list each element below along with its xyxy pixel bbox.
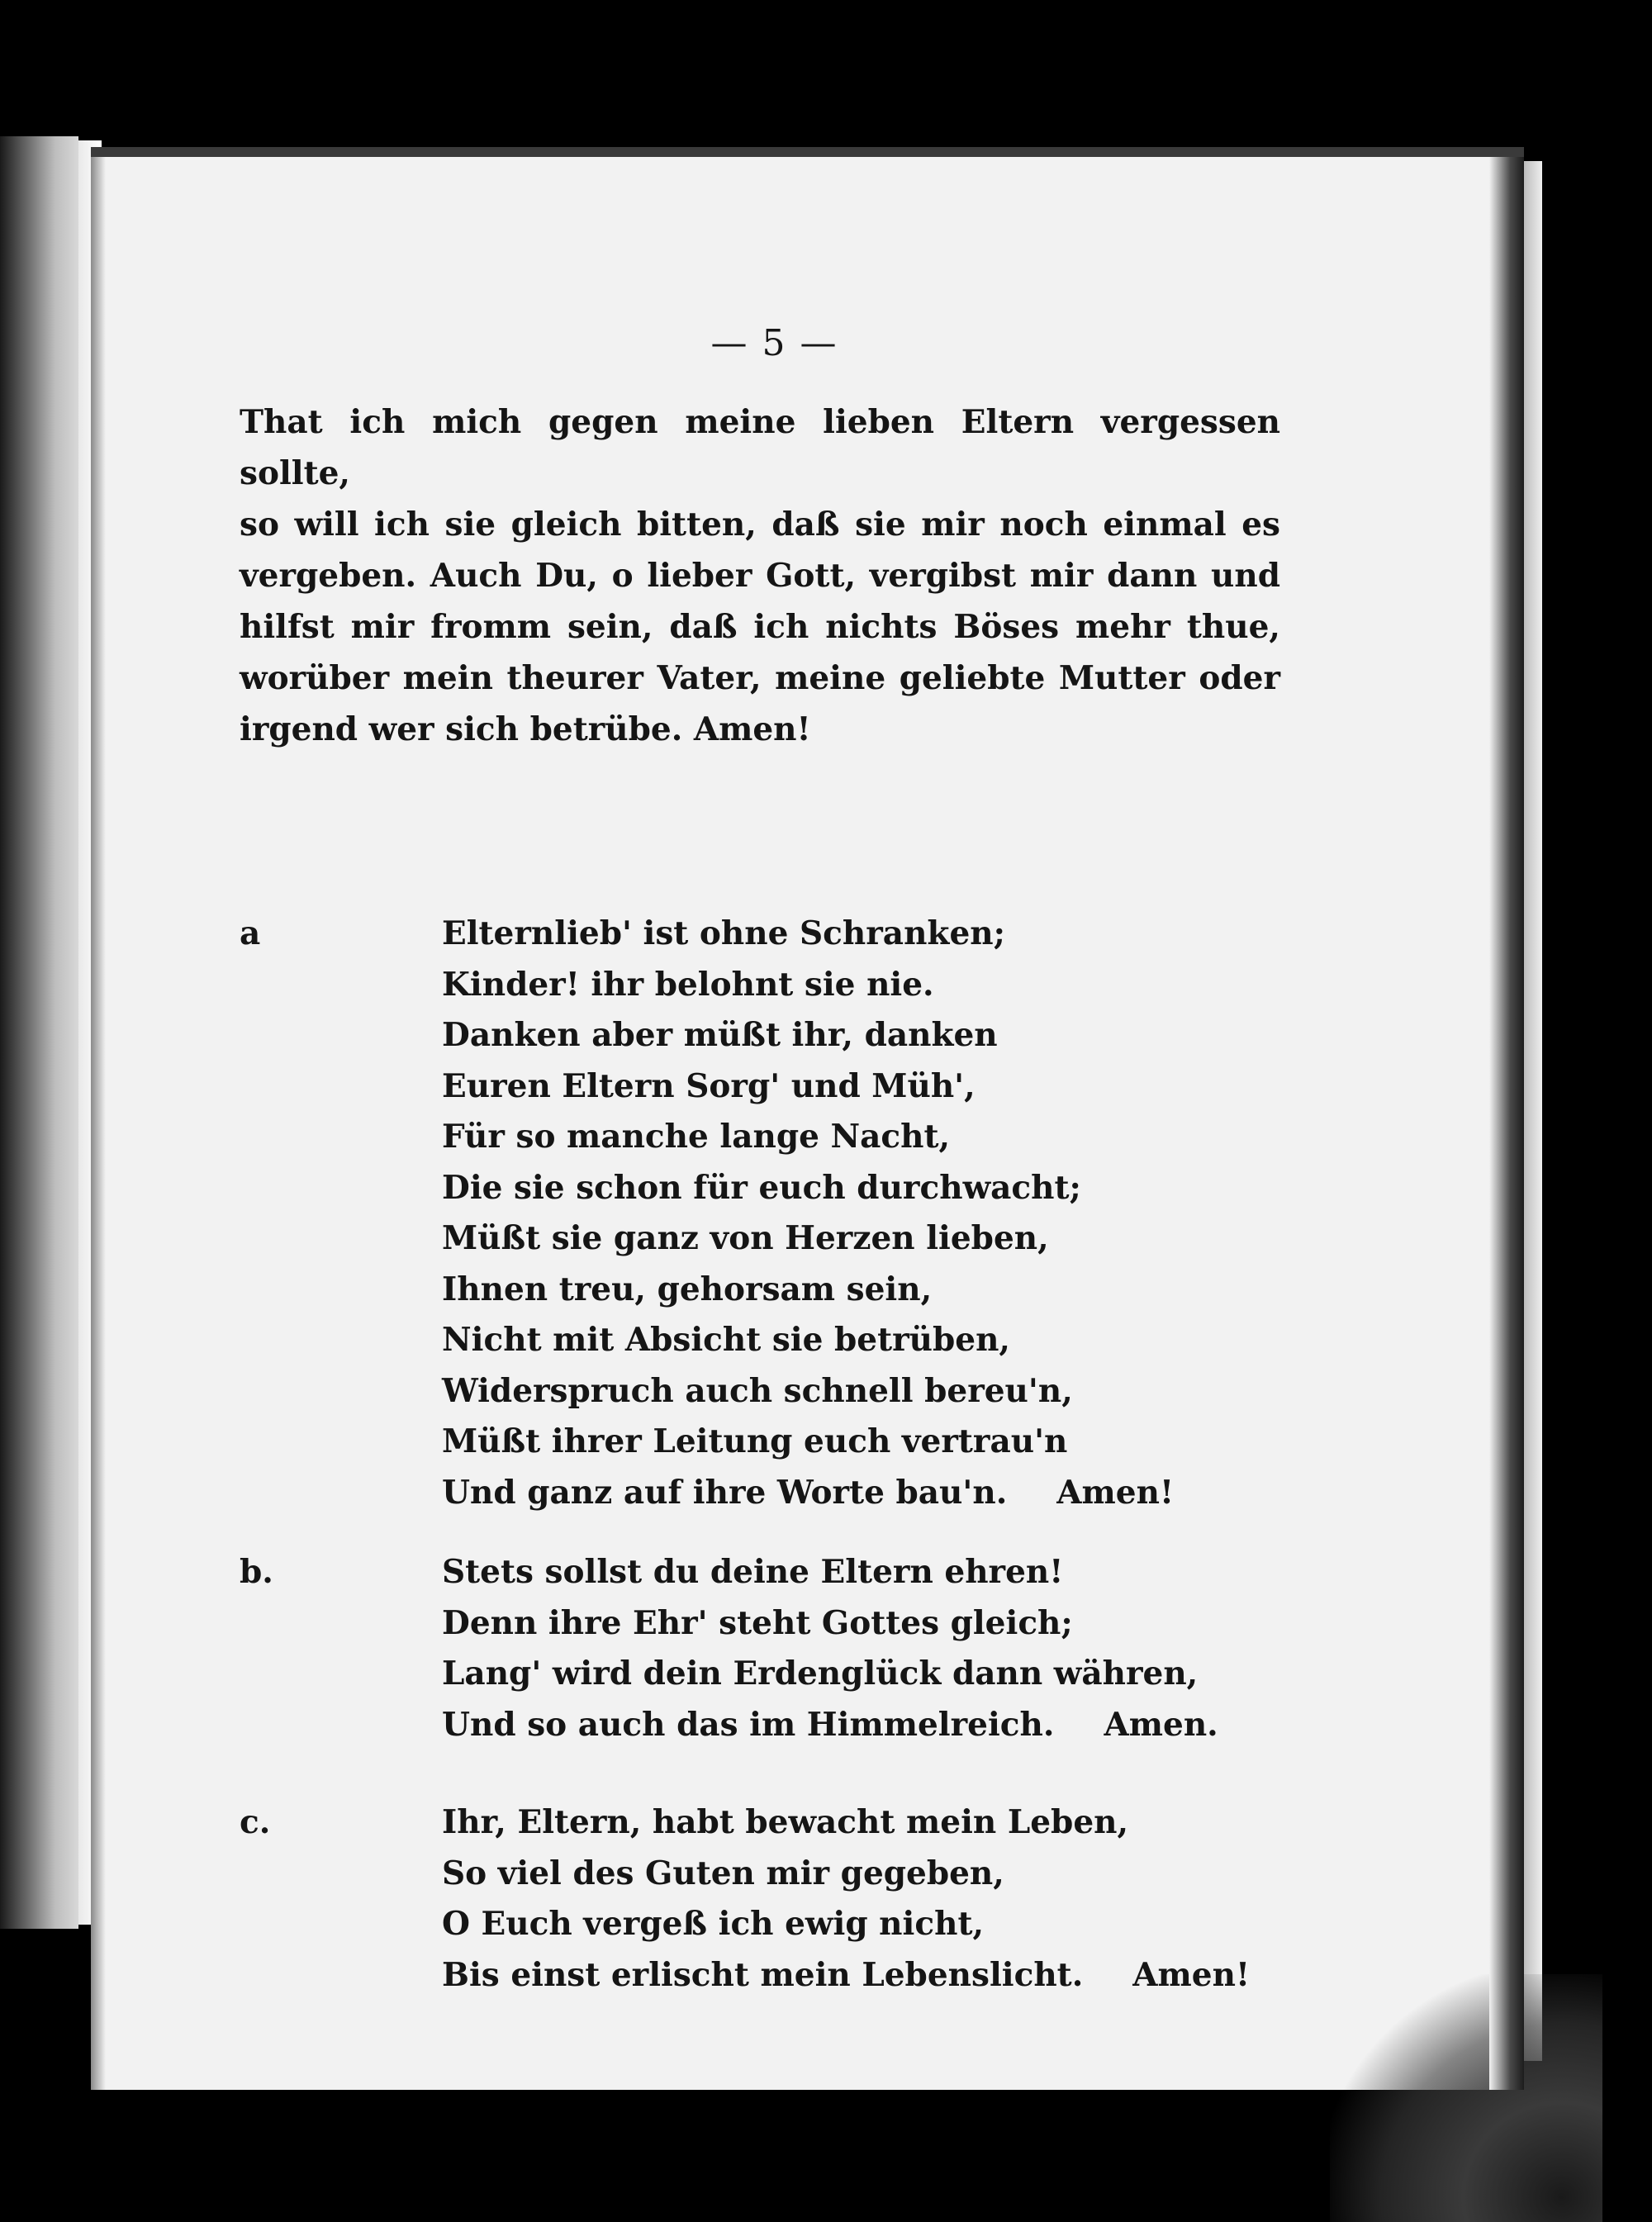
verse-line: Die sie schon für euch durchwacht;: [442, 1168, 1081, 1207]
prose-line: vergeben. Auch Du, o lieber Gott, vergibst mir dann und: [240, 557, 1280, 595]
prose-line: irgend wer sich betrübe. Amen!: [240, 710, 811, 748]
verse-line: Lang' wird dein Erdenglück dann währen,: [442, 1655, 1199, 1693]
stanza-marker: c.: [240, 1803, 271, 1841]
verse-line: Müßt ihrer Leitung euch vertrau'n: [442, 1422, 1068, 1460]
verse-line: Euren Eltern Sorg' und Müh',: [442, 1066, 976, 1105]
verse-lines: [442, 909, 1185, 1518]
prose-line: That ich mich gegen meine lieben Eltern vergessen sollte,: [240, 403, 1280, 492]
verse-lines: [442, 1797, 1251, 2001]
verse-line: Nicht mit Absicht sie betrüben,: [442, 1321, 1011, 1359]
book-page: [91, 147, 1524, 2090]
verse-line: Ihnen treu, gehorsam sein,: [442, 1270, 933, 1308]
verse-line: O Euch vergeß ich ewig nicht,: [442, 1905, 985, 1943]
prose-paragraph: [240, 396, 1280, 755]
verse-line-final: [442, 1700, 1218, 1751]
prose-line: so will ich sie gleich bitten, daß sie mir noch einmal es: [240, 506, 1280, 544]
page-number: — 5 —: [710, 322, 838, 364]
amen-text: Amen.: [1104, 1705, 1218, 1744]
verse-text: Und ganz auf ihre Worte bau'n.: [442, 1473, 1008, 1512]
verse-line: Kinder! ihr belohnt sie nie.: [442, 965, 934, 1004]
stanza-marker: b.: [240, 1553, 273, 1591]
verse-line: Elternlieb' ist ohne Schranken;: [442, 914, 1006, 952]
verse-line: Müßt sie ganz von Herzen lieben,: [442, 1219, 1049, 1257]
verse-text: Bis einst erlischt mein Lebenslicht.: [442, 1955, 1084, 1994]
verse-lines: [442, 1547, 1218, 1750]
verse-line-final: [442, 1468, 1185, 1519]
prose-line: worüber mein theurer Vater, meine geliebte Mutter oder: [240, 659, 1280, 697]
verse-line-final: [442, 1950, 1251, 2001]
verse-line: So viel des Guten mir gegeben,: [442, 1854, 1004, 1892]
verse-line: Für so manche lange Nacht,: [442, 1118, 951, 1156]
verse-line: Ihr, Eltern, habt bewacht mein Leben,: [442, 1803, 1129, 1841]
page-stack-edge: [1524, 161, 1542, 2061]
stanza-marker: a: [240, 914, 261, 952]
corner-stain: [1330, 1974, 1602, 2222]
verse-text: Und so auch das im Himmelreich.: [442, 1705, 1055, 1744]
facing-page-edge: [0, 136, 78, 1929]
verse-line: Widerspruch auch schnell bereu'n,: [442, 1371, 1073, 1410]
amen-text: Amen!: [1132, 1955, 1251, 1994]
prose-line: hilfst mir fromm sein, daß ich nichts Böses mehr thue,: [240, 608, 1280, 646]
amen-text: Amen!: [1056, 1473, 1175, 1512]
verse-line: Denn ihre Ehr' steht Gottes gleich;: [442, 1603, 1073, 1642]
verse-line: Stets sollst du deine Eltern ehren!: [442, 1553, 1064, 1591]
verse-line: Danken aber müßt ihr, danken: [442, 1016, 998, 1054]
